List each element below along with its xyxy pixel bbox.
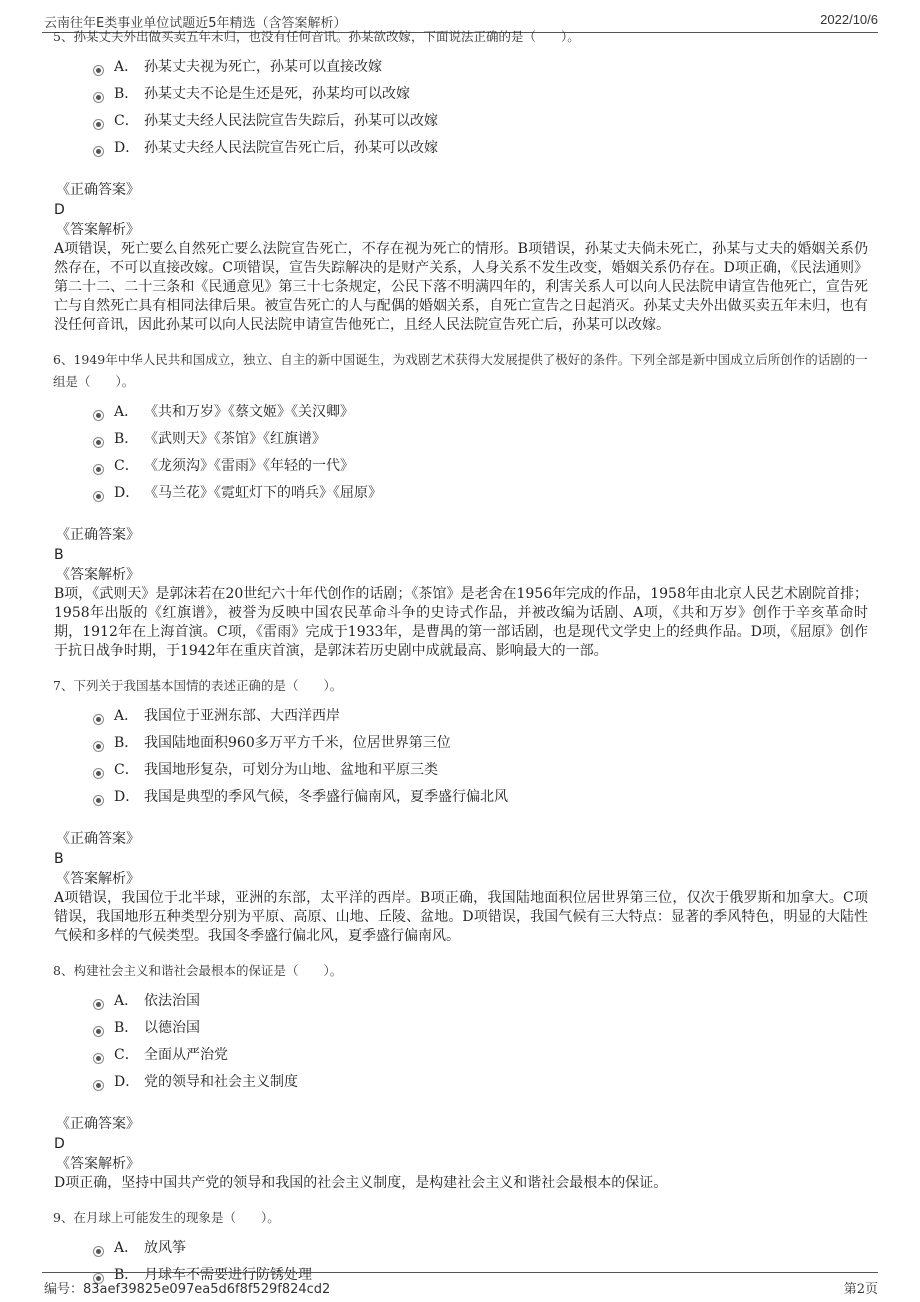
radio-button-icon[interactable] — [93, 464, 104, 475]
analysis-label: 《答案解析》 — [56, 567, 140, 583]
radio-button-icon[interactable] — [93, 714, 104, 725]
option-text: 《武则天》《茶馆》《红旗谱》 — [144, 431, 326, 447]
option-c[interactable] — [0, 108, 920, 135]
question-stem: 7、下列关于我国基本国情的表述正确的是（ ）。 — [53, 678, 343, 693]
question-stem: 5、孙某丈夫外出做买卖五年未归，也没有任何音讯。孙某欲改嫁，下面说法正确的是（ ）。 — [53, 29, 580, 44]
option-d[interactable] — [0, 1069, 920, 1096]
option-d[interactable] — [0, 784, 920, 811]
radio-button-icon[interactable] — [93, 768, 104, 779]
option-text: 孙某丈夫视为死亡，孙某可以直接改嫁 — [144, 59, 382, 75]
option-d[interactable] — [0, 480, 920, 507]
option-letter: A． — [114, 708, 139, 724]
option-text: 孙某丈夫经人民法院宣告失踪后，孙某可以改嫁 — [144, 113, 438, 129]
page-number: 第2页 — [843, 1282, 878, 1297]
footer-divider — [42, 1272, 878, 1273]
option-text: 我国是典型的季风气候，冬季盛行偏南风，夏季盛行偏北风 — [144, 789, 508, 805]
correct-answer: D — [54, 202, 65, 218]
answer-label: 《正确答案》 — [56, 527, 140, 543]
option-c[interactable] — [0, 453, 920, 480]
option-text: 《共和万岁》《蔡文姬》《关汉卿》 — [144, 404, 354, 420]
option-text: 我国陆地面积960多万平方千米，位居世界第三位 — [144, 735, 451, 751]
answer-label: 《正确答案》 — [56, 182, 140, 198]
option-list — [0, 703, 920, 811]
option-letter: B． — [114, 1020, 139, 1036]
option-d[interactable] — [0, 135, 920, 162]
question-stem: 6、1949年中华人民共和国成立，独立、自主的新中国诞生，为戏剧艺术获得大发展提供了极好的条件。下列全部是新中国成立后所创作的话剧的一组是（ ）。 — [53, 352, 868, 389]
document-code: 编号：83aef39825e097ea5d6f8f529f824cd2 — [44, 1282, 331, 1297]
option-list — [0, 988, 920, 1096]
option-letter: B． — [114, 431, 139, 447]
answer-label: 《正确答案》 — [56, 1116, 140, 1132]
analysis-label: 《答案解析》 — [56, 1156, 140, 1172]
analysis-text: D项正确，坚持中国共产党的领导和我国的社会主义制度，是构建社会主义和谐社会最根本的保证。 — [54, 1175, 668, 1191]
document-date: 2022/10/6 — [820, 12, 878, 27]
option-letter: D． — [114, 140, 140, 156]
option-c[interactable] — [0, 757, 920, 784]
analysis-label: 《答案解析》 — [56, 222, 140, 238]
question-stem: 9、在月球上可能发生的现象是（ ）。 — [53, 1210, 280, 1225]
option-a[interactable] — [0, 399, 920, 426]
radio-button-icon[interactable] — [93, 1080, 104, 1091]
correct-answer: B — [54, 851, 64, 867]
radio-button-icon[interactable] — [93, 1053, 104, 1064]
option-letter: D． — [114, 485, 140, 501]
answer-label: 《正确答案》 — [56, 831, 140, 847]
option-list — [0, 399, 920, 507]
option-letter: C． — [114, 113, 139, 129]
option-a[interactable] — [0, 988, 920, 1015]
option-text: 《马兰花》《霓虹灯下的哨兵》《屈原》 — [144, 485, 382, 501]
option-b[interactable] — [0, 1015, 920, 1042]
radio-button-icon[interactable] — [93, 741, 104, 752]
page-footer — [0, 1268, 920, 1302]
option-text: 以德治国 — [144, 1020, 200, 1036]
radio-button-icon[interactable] — [93, 119, 104, 130]
document-title: 云南往年E类事业单位试题近5年精选（含答案解析） — [44, 16, 347, 31]
option-text: 我国地形复杂，可划分为山地、盆地和平原三类 — [144, 762, 438, 778]
analysis-text: B项，《武则天》是郭沫若在20世纪六十年代创作的话剧；《茶馆》是老舍在1956年完成的作品，1958年由北京人民艺术剧院首排；1958年出版的《红旗谱》，被誉为反映中国农民革命斗争的史诗式作品，并被改编为话剧、A项，《共和万岁》创作于辛亥革命时期，1912年在上海首演。C项，《雷雨》完成于1933年，是曹禺的第一部话剧，也是现代文学史上的经典作品。D项，《屈原》创作于抗日战争时期，于1942年在重庆首演，是郭沫若历史剧中成就最高、影响最大的一部。 — [54, 586, 868, 659]
option-letter: C． — [114, 458, 139, 474]
option-a[interactable] — [0, 54, 920, 81]
option-letter: B． — [114, 1267, 139, 1283]
option-text: 《龙须沟》《雷雨》《年轻的一代》 — [144, 458, 354, 474]
option-letter: C． — [114, 762, 139, 778]
option-text: 放风筝 — [144, 1240, 186, 1256]
radio-button-icon[interactable] — [93, 1026, 104, 1037]
question-7 — [0, 675, 920, 946]
option-a[interactable] — [0, 703, 920, 730]
option-b[interactable] — [0, 730, 920, 757]
option-c[interactable] — [0, 1042, 920, 1069]
option-text: 孙某丈夫不论是生还是死，孙某均可以改嫁 — [144, 86, 410, 102]
radio-button-icon[interactable] — [93, 1246, 104, 1257]
option-text: 党的领导和社会主义制度 — [144, 1074, 298, 1090]
option-text: 全面从严治党 — [144, 1047, 228, 1063]
option-letter: A． — [114, 59, 139, 75]
radio-button-icon[interactable] — [93, 410, 104, 421]
question-8 — [0, 960, 920, 1193]
radio-button-icon[interactable] — [93, 999, 104, 1010]
correct-answer: D — [54, 1136, 65, 1152]
radio-button-icon[interactable] — [93, 92, 104, 103]
option-letter: A． — [114, 404, 139, 420]
option-letter: A． — [114, 993, 139, 1009]
option-text: 孙某丈夫经人民法院宣告死亡后，孙某可以改嫁 — [144, 140, 438, 156]
page-content — [0, 29, 920, 1283]
option-list — [0, 54, 920, 162]
radio-button-icon[interactable] — [93, 491, 104, 502]
question-6 — [0, 349, 920, 661]
radio-button-icon[interactable] — [93, 795, 104, 806]
radio-button-icon[interactable] — [93, 65, 104, 76]
question-5 — [0, 26, 920, 335]
option-letter: B． — [114, 735, 139, 751]
option-letter: D． — [114, 789, 140, 805]
radio-button-icon[interactable] — [93, 437, 104, 448]
radio-button-icon[interactable] — [93, 146, 104, 157]
option-b[interactable] — [0, 426, 920, 453]
option-text: 依法治国 — [144, 993, 200, 1009]
option-letter: B． — [114, 86, 139, 102]
option-letter: A． — [114, 1240, 139, 1256]
option-letter: D． — [114, 1074, 140, 1090]
option-b[interactable] — [0, 81, 920, 108]
option-text: 我国位于亚洲东部、大西洋西岸 — [144, 708, 340, 724]
option-a[interactable] — [0, 1235, 920, 1262]
analysis-text: A项错误，我国位于北半球，亚洲的东部，太平洋的西岸。B项正确，我国陆地面积位居世界第三位，仅次于俄罗斯和加拿大。C项错误，我国地形五种类型分别为平原、高原、山地、丘陵、盆地。D项错误，我国气候有三大特点：显著的季风特色，明显的大陆性气候和多样的气候类型。我国冬季盛行偏北风，夏季盛行偏南风。 — [54, 890, 868, 944]
analysis-label: 《答案解析》 — [56, 871, 140, 887]
option-text: 月球车不需要进行防锈处理 — [144, 1267, 312, 1283]
question-stem: 8、构建社会主义和谐社会最根本的保证是（ ）。 — [53, 963, 343, 978]
correct-answer: B — [54, 547, 64, 563]
analysis-text: A项错误，死亡要么自然死亡要么法院宣告死亡，不存在视为死亡的情形。B项错误，孙某丈夫倘未死亡，孙某与丈夫的婚姻关系仍然存在，不可以直接改嫁。C项错误，宣告失踪解决的是财产关系，人身关系不发生改变，婚姻关系仍存在。D项正确，《民法通则》第二十二、二十三条和《民通意见》第三十七条规定，公民下落不明满四年的，利害关系人可以向人民法院申请宣告他死亡，宣告死亡与自然死亡具有相同法律后果。被宣告死亡的人与配偶的婚姻关系，自死亡宣告之日起消灭。孙某丈夫外出做买卖五年未归，也有没任何音讯，因此孙某可以向人民法院申请宣告他死亡，且经人民法院宣告死亡后，孙某可以改嫁。 — [54, 241, 868, 333]
option-letter: C． — [114, 1047, 139, 1063]
